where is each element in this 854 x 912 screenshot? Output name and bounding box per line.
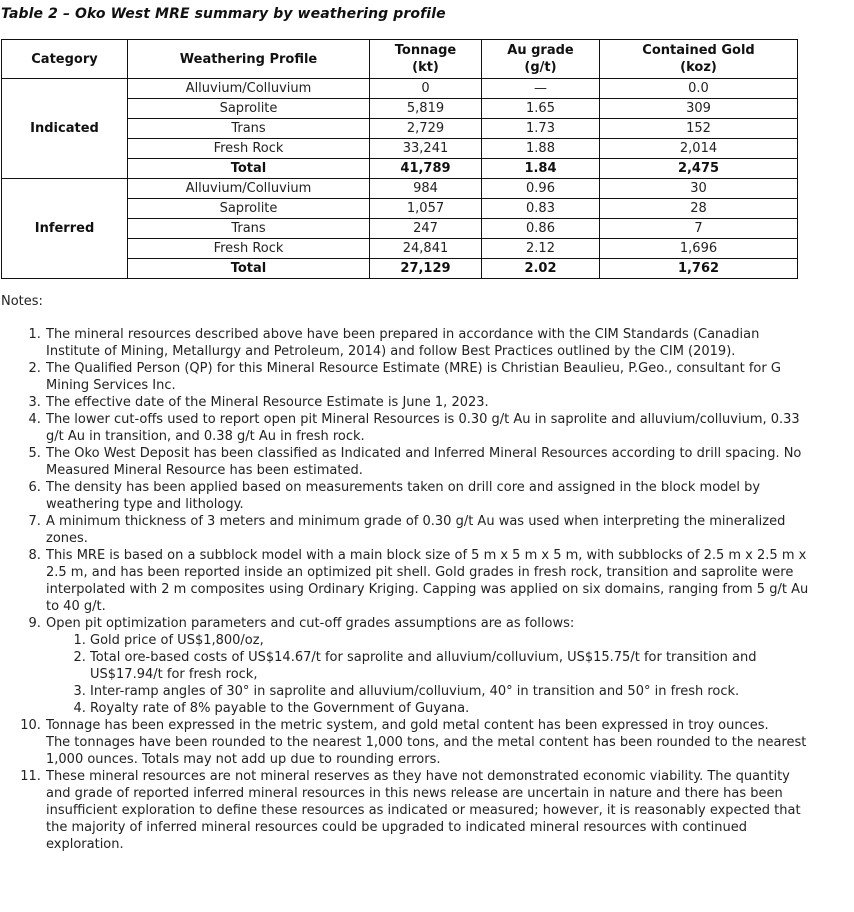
gold-cell: 309 bbox=[600, 99, 798, 119]
grade-cell: 1.73 bbox=[482, 119, 600, 139]
note-item bbox=[45, 717, 810, 768]
note-item bbox=[45, 615, 810, 717]
note-text: Open pit optimization parameters and cut-off grades assumptions are as follows: bbox=[46, 616, 575, 631]
profile-cell: Total bbox=[128, 159, 370, 179]
grade-cell: 2.02 bbox=[482, 259, 600, 279]
grade-cell: — bbox=[482, 79, 600, 99]
mre-summary-table bbox=[1, 39, 798, 279]
gold-cell: 30 bbox=[600, 179, 798, 199]
note-sublist bbox=[46, 632, 810, 717]
table-title: Table 2 – Oko West MRE summary by weathering profile bbox=[1, 6, 446, 22]
header-au-grade: Au grade (g/t) bbox=[482, 40, 600, 79]
category-cell: Inferred bbox=[2, 179, 128, 279]
note-subitem: 4. Royalty rate of 8% payable to the Government of Guyana. bbox=[90, 700, 810, 717]
gold-cell: 28 bbox=[600, 199, 798, 219]
gold-cell: 152 bbox=[600, 119, 798, 139]
note-subitem: 1. Gold price of US$1,800/oz, bbox=[90, 632, 810, 649]
grade-cell: 1.65 bbox=[482, 99, 600, 119]
profile-cell: Alluvium/Colluvium bbox=[128, 79, 370, 99]
note-item: 2. The Qualified Person (QP) for this Mineral Resource Estimate (MRE) is Christian Beaulieu, P.Geo., consultant for G Mining Services Inc. bbox=[45, 360, 810, 394]
profile-cell: Saprolite bbox=[128, 99, 370, 119]
header-tonnage: Tonnage (kt) bbox=[370, 40, 482, 79]
tonnage-cell: 24,841 bbox=[370, 239, 482, 259]
table-header-row bbox=[2, 40, 798, 79]
profile-cell: Fresh Rock bbox=[128, 239, 370, 259]
grade-cell: 0.83 bbox=[482, 199, 600, 219]
note-continuation: The tonnages have been rounded to the nearest 1,000 tons, and the metal content has been rounded to the nearest 1,000 ounces. Totals may not add up due to rounding errors. bbox=[46, 735, 807, 767]
note-item: 1. The mineral resources described above have been prepared in accordance with the CIM Standards (Canadian Institute of Mining, Metallurgy and Petroleum, 2014) and follow Best Practices outlined by the CIM (2019). bbox=[45, 326, 810, 360]
note-item: 11. These mineral resources are not mineral reserves as they have not demonstrated economic viability. The quantity and grade of reported inferred mineral resources in this news release are uncertain in nature and there has been insufficient exploration to define these resources as indicated or measured; however, it is reasonably expected that the majority of inferred mineral resources could be upgraded to indicated mineral resources with continued exploration. bbox=[45, 768, 810, 853]
table-row bbox=[2, 179, 798, 199]
profile-cell: Trans bbox=[128, 219, 370, 239]
grade-cell: 0.86 bbox=[482, 219, 600, 239]
profile-cell: Saprolite bbox=[128, 199, 370, 219]
gold-cell: 2,014 bbox=[600, 139, 798, 159]
grade-cell: 2.12 bbox=[482, 239, 600, 259]
note-subitem: 2. Total ore-based costs of US$14.67/t for saprolite and alluvium/colluvium, US$15.75/t for transition and US$17.94/t for fresh rock, bbox=[90, 649, 810, 683]
note-item: 3. The effective date of the Mineral Resource Estimate is June 1, 2023. bbox=[45, 394, 810, 411]
tonnage-cell: 5,819 bbox=[370, 99, 482, 119]
grade-cell: 0.96 bbox=[482, 179, 600, 199]
note-item: 5. The Oko West Deposit has been classified as Indicated and Inferred Mineral Resources according to drill spacing. No Measured Mineral Resource has been estimated. bbox=[45, 445, 810, 479]
note-subitem: 3. Inter-ramp angles of 30° in saprolite and alluvium/colluvium, 40° in transition and 50° in fresh rock. bbox=[90, 683, 810, 700]
tonnage-cell: 2,729 bbox=[370, 119, 482, 139]
gold-cell: 0.0 bbox=[600, 79, 798, 99]
gold-cell: 7 bbox=[600, 219, 798, 239]
notes-list bbox=[0, 326, 810, 853]
tonnage-cell: 41,789 bbox=[370, 159, 482, 179]
gold-cell: 2,475 bbox=[600, 159, 798, 179]
gold-cell: 1,762 bbox=[600, 259, 798, 279]
tonnage-cell: 33,241 bbox=[370, 139, 482, 159]
note-item: 8. This MRE is based on a subblock model with a main block size of 5 m x 5 m x 5 m, with subblocks of 2.5 m x 2.5 m x 2.5 m, and has been reported inside an optimized pit shell. Gold grades in fresh rock, transition and saprolite were interpolated with 2 m composites using Ordinary Kriging. Capping was applied on six domains, ranging from 5 g/t Au to 40 g/t. bbox=[45, 547, 810, 615]
tonnage-cell: 1,057 bbox=[370, 199, 482, 219]
tonnage-cell: 0 bbox=[370, 79, 482, 99]
note-text: Tonnage has been expressed in the metric system, and gold metal content has been expressed in troy ounces. bbox=[46, 718, 769, 733]
tonnage-cell: 27,129 bbox=[370, 259, 482, 279]
note-item: 4. The lower cut-offs used to report open pit Mineral Resources is 0.30 g/t Au in saprolite and alluvium/colluvium, 0.33 g/t Au in transition, and 0.38 g/t Au in fresh rock. bbox=[45, 411, 810, 445]
header-category: Category bbox=[2, 40, 128, 79]
header-contained-gold: Contained Gold (koz) bbox=[600, 40, 798, 79]
table-row bbox=[2, 79, 798, 99]
profile-cell: Trans bbox=[128, 119, 370, 139]
gold-cell: 1,696 bbox=[600, 239, 798, 259]
profile-cell: Alluvium/Colluvium bbox=[128, 179, 370, 199]
note-item: 6. The density has been applied based on measurements taken on drill core and assigned in the block model by weathering type and lithology. bbox=[45, 479, 810, 513]
profile-cell: Total bbox=[128, 259, 370, 279]
note-item: 7. A minimum thickness of 3 meters and minimum grade of 0.30 g/t Au was used when interpreting the mineralized zones. bbox=[45, 513, 810, 547]
tonnage-cell: 984 bbox=[370, 179, 482, 199]
header-weathering-profile: Weathering Profile bbox=[128, 40, 370, 79]
profile-cell: Fresh Rock bbox=[128, 139, 370, 159]
tonnage-cell: 247 bbox=[370, 219, 482, 239]
grade-cell: 1.88 bbox=[482, 139, 600, 159]
grade-cell: 1.84 bbox=[482, 159, 600, 179]
notes-label: Notes: bbox=[1, 294, 43, 309]
category-cell: Indicated bbox=[2, 79, 128, 179]
